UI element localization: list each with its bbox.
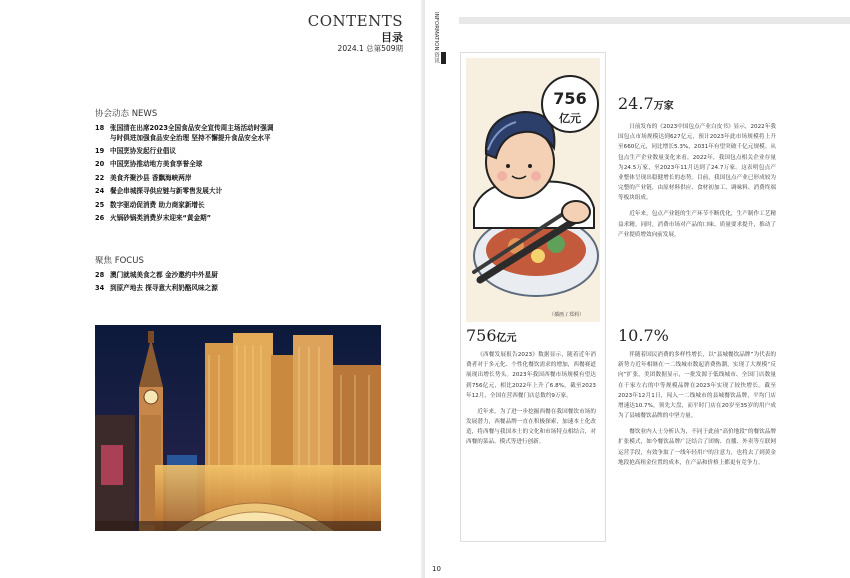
badge-unit: 亿元: [559, 112, 581, 125]
article3-body: [618, 350, 776, 474]
article2-paragraph: 《西餐发展报告2023》数据显示，随着近年消费者对于多元化、个性化餐饮需求的增加，西餐赛道展现出增长势头。2023年我国西餐市场规模有望达到756亿元，相比2022年上升了6.8%。截至2023年12月，全国在营西餐门店总数约9万家。: [466, 352, 596, 399]
toc-title: 餐企串城探寻供应链与新零售发展大计: [110, 187, 223, 196]
toc-page-number: 25: [95, 200, 105, 209]
toc-title: 数字驱动促消费 助力商家新增长: [110, 200, 205, 209]
toc-title: 火锅砂锅类消费岁末迎来“黄金期”: [110, 214, 211, 223]
toc-page-number: 28: [95, 271, 105, 279]
header-bar: [459, 17, 850, 24]
article3-paragraph: 餐饮业内人士分析认为，不同于此前“高价地段”的餐饮品牌扩张模式，如今餐饮品牌广泛结合了团购、直播、外卖等互联网运营手段，有效争取了一线年轻用户的注意力，也将去了到黄金地段抢高租金位置的成本，在产品和价格上都更有竞争力。: [618, 429, 776, 466]
toc-item[interactable]: [95, 201, 395, 211]
contents-title-cn: 目录: [381, 31, 403, 44]
toc-page-number: 24: [95, 187, 105, 196]
contents-title: CONTENTS: [307, 12, 403, 30]
toc-title: 到原产地去 探寻意大利奶酪风味之源: [110, 284, 218, 293]
article2-paragraph: 近年来，为了进一步挖掘西餐在我国餐饮市场的发展潜力，西餐品牌一直在积极探索，加速本土化改造，将西餐与我国本土的文化和市场特点相结合，对西餐的菜品、模式等进行创新。: [466, 408, 596, 446]
article2-number: 756: [466, 326, 497, 345]
article2-headline: [466, 326, 517, 345]
news-section-heading: 协会动态 NEWS: [95, 109, 158, 119]
toc-item[interactable]: [95, 214, 395, 224]
toc-item[interactable]: [95, 124, 395, 143]
page-number: 10: [432, 565, 441, 573]
toc-title: 美食齐聚沙县 香飘海峡两岸: [110, 173, 192, 182]
focus-toc-list: [95, 271, 395, 298]
toc-page-number: 18: [95, 124, 105, 132]
article2-body: [466, 350, 596, 454]
article1-paragraph: 近年来，包点产业链的生产环节不断优化，生产制作工艺精益求精。同时，消费市场对产品的口味、质量要求提升，推动了产业提质增效向前发展。: [618, 211, 776, 238]
toc-item[interactable]: [95, 271, 395, 281]
article1-unit: 万家: [653, 101, 674, 112]
toc-page-number: 22: [95, 173, 105, 182]
toc-page-number: 26: [95, 214, 105, 223]
toc-item[interactable]: [95, 187, 395, 197]
toc-item[interactable]: [95, 147, 395, 157]
article1-headline: [618, 94, 674, 113]
article1-body: [618, 122, 776, 246]
toc-title: 澳门就城美食之都 金沙邀约中外星厨: [110, 271, 218, 279]
article3-headline: [618, 326, 669, 345]
section-marker: [441, 52, 446, 64]
toc-title: 中国烹协推动地方美食享誉全球: [110, 160, 203, 169]
article3-number: 10.7%: [618, 326, 669, 345]
chef-illustration: [466, 58, 600, 322]
toc-page-number: 20: [95, 160, 105, 169]
toc-item[interactable]: [95, 284, 395, 294]
toc-title-line: 张国清在出席2023全国食品安全宣传周主场活动时强调: [110, 124, 274, 132]
toc-page-number: 34: [95, 284, 105, 293]
focus-section-heading: 聚焦 FOCUS: [95, 256, 144, 266]
toc-title: [110, 124, 273, 143]
toc-item[interactable]: [95, 160, 395, 170]
city-night-photo: [95, 325, 381, 531]
article2-unit: 亿元: [496, 333, 517, 344]
toc-title: 中国烹协发起行业倡议: [110, 146, 176, 155]
toc-page-number: 19: [95, 146, 105, 155]
article1-number: 24.7: [618, 94, 654, 113]
information-label: INFORMATION 资讯: [433, 12, 439, 64]
toc-subtitle: 与时俱进加强食品安全治理 坚持不懈提升食品安全水平: [110, 133, 271, 142]
illustration-caption: （插画 / 郑莉）: [549, 312, 584, 318]
toc-item[interactable]: [95, 174, 395, 184]
badge-number: 756: [553, 89, 587, 108]
issue-number: 2024.1 总第509期: [337, 44, 403, 53]
news-toc-list: [95, 124, 395, 228]
article3-paragraph: 伴随着国民消费的多样性增长，以“县城餐饮品牌”为代表的新势力近年相继在一二线城市数起消费热潮，实现了大规模“反向”扩张。美团数据显示，一批发源于低线城市、全国门店数量在千家左右的中等规模品牌在2023年实现了较快增长。截至2023年12月1日，闯入一二线城市的县城餐饮品牌，平均门店增速达10.7%，领先大盘，而平时门店在20岁至35岁的用户成为了县城餐饮品牌的中坚力量。: [618, 352, 776, 420]
article1-paragraph: 日前发布的《2023中国包点产业白皮书》显示，2022年我国包点市场规模达到627亿元，预计2023年此市场规模将上升至660亿元，同比增长5.3%，2031年有望突破千亿元规模。从包点生产企业数量变化来看，2022年，我国包点相关企业存量为24.5万家，至2023年11月达到了24.7万家。这表明包点产业整体呈现出稳健增长的态势。目前，我国包点产业已形成较为完整的产业链，由原材料供应、食材初加工、调味料、消费终端等板块组成。: [618, 124, 776, 202]
